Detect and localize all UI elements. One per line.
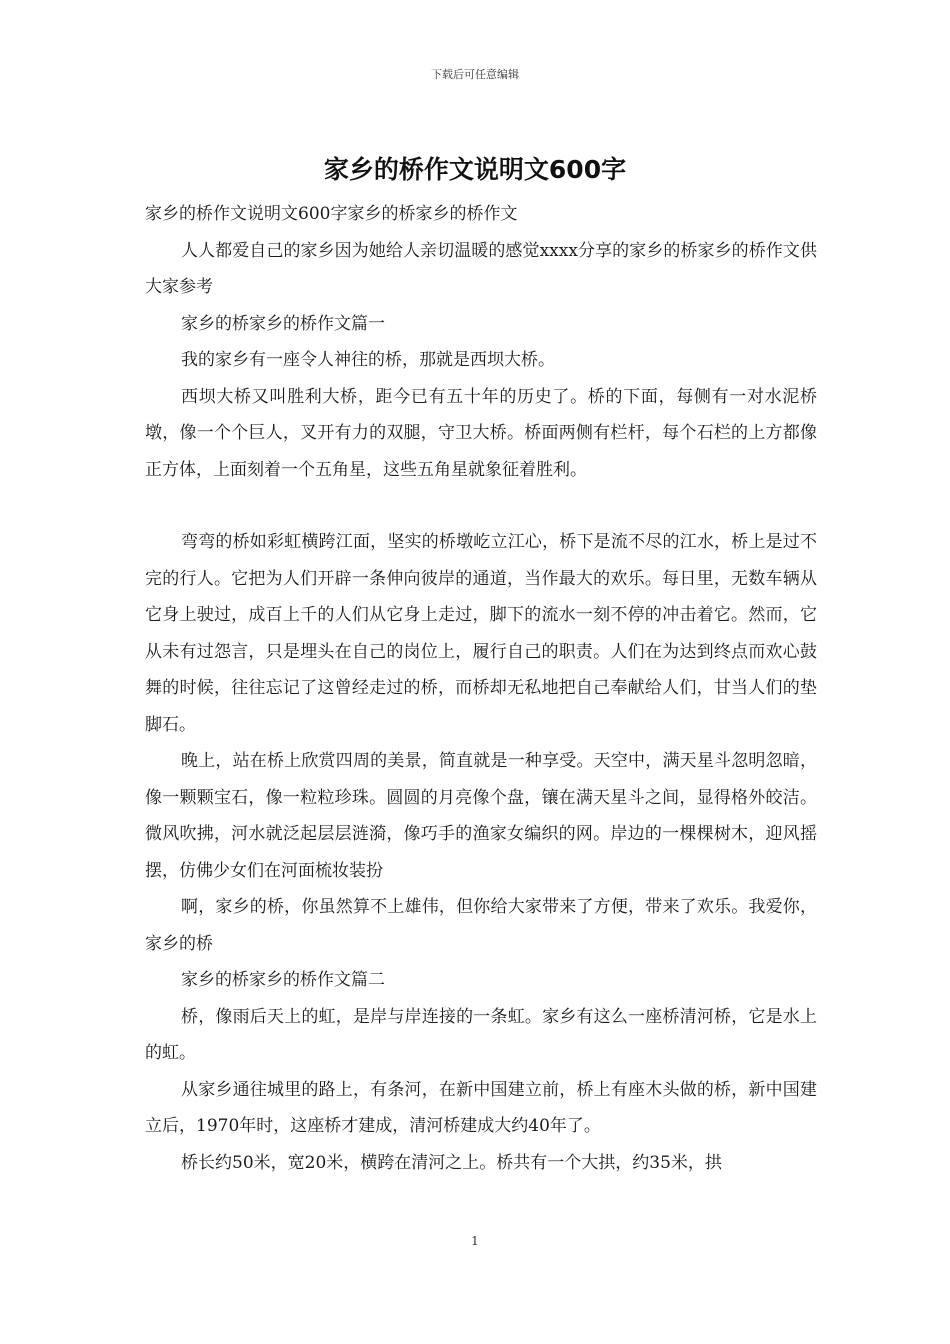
paragraph-intro: 人人都爱自己的家乡因为她给人亲切温暖的感觉xxxx分享的家乡的桥家乡的桥作文供大家参考 xyxy=(145,240,817,297)
header-note: 下载后可任意编辑 xyxy=(431,68,519,81)
paragraph: 我的家乡有一座令人神往的桥，那就是西坝大桥。 xyxy=(181,350,555,370)
document-title: 家乡的桥作文说明文600字 xyxy=(323,155,627,184)
blank-line xyxy=(145,488,817,524)
paragraph: 从家乡通往城里的路上，有条河，在新中国建立前，桥上有座木头做的桥，新中国建立后，1970年时，这座桥才建成，清河桥建成大约40年了。 xyxy=(145,1079,817,1136)
subtitle-line: 家乡的桥作文说明文600字家乡的桥家乡的桥作文 xyxy=(145,204,518,224)
paragraph: 晚上，站在桥上欣赏四周的美景，简直就是一种享受。天空中，满天星斗忽明忽暗，像一颗颗宝石，像一粒粒珍珠。圆圆的月亮像个盘，镶在满天星斗之间，显得格外皎洁。微风吹拂，河水就泛起层层涟漪，像巧手的渔家女编织的网。岸边的一棵棵树木，迎风摇摆，仿佛少女们在河面梳妆装扮 xyxy=(145,751,817,881)
document-body xyxy=(145,196,817,1181)
paragraph: 啊，家乡的桥，你虽然算不上雄伟，但你给大家带来了方便，带来了欢乐。我爱你，家乡的桥 xyxy=(145,897,817,954)
section-heading-2: 家乡的桥家乡的桥作文篇二 xyxy=(181,970,385,990)
paragraph: 桥，像雨后天上的虹，是岸与岸连接的一条虹。家乡有这么一座桥清河桥，它是水上的虹。 xyxy=(145,1006,817,1063)
section-heading-1: 家乡的桥家乡的桥作文篇一 xyxy=(181,313,385,334)
paragraph: 弯弯的桥如彩虹横跨江面，坚实的桥墩屹立江心，桥下是流不尽的江水，桥上是过不完的行人。它把为人们开辟一条伸向彼岸的通道，当作最大的欢乐。每日里，无数车辆从它身上驶过，成百上千的人们从它身上走过，脚下的流水一刻不停的冲击着它。然而，它从未有过怨言，只是埋头在自己的岗位上，履行自己的职责。人们在为达到终点而欢心鼓舞的时候，往往忘记了这曾经走过的桥，而桥却无私地把自己奉献给人们，甘当人们的垫脚石。 xyxy=(145,532,817,735)
page-number: 1 xyxy=(471,1234,479,1248)
paragraph: 西坝大桥又叫胜利大桥，距今已有五十年的历史了。桥的下面，每侧有一对水泥桥墩，像一个个巨人，叉开有力的双腿，守卫大桥。桥面两侧有栏杆，每个石栏的上方都像正方体，上面刻着一个五角星，这些五角星就象征着胜利。 xyxy=(145,386,817,480)
paragraph: 桥长约50米，宽20米，横跨在清河之上。桥共有一个大拱，约35米，拱 xyxy=(181,1152,722,1173)
